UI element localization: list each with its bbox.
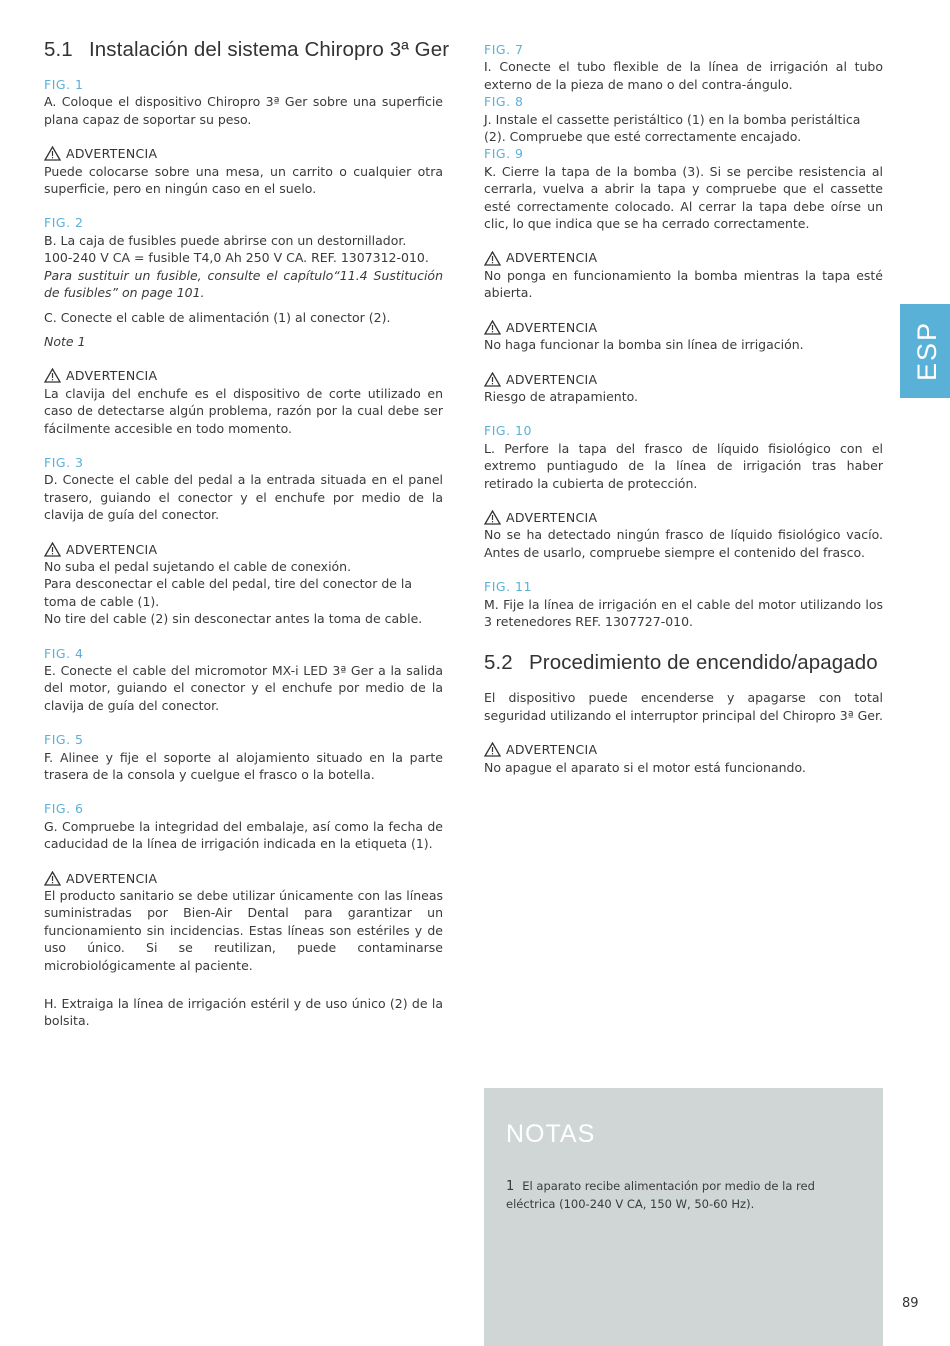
warning-heading: ADVERTENCIA <box>484 509 883 526</box>
fig-label: FIG. 11 <box>484 579 532 595</box>
warning-triangle-icon <box>44 542 61 557</box>
section-heading-5-2: 5.2 Procedimiento de encendido/apagado <box>484 651 878 675</box>
step-g: G. Compruebe la integridad del embalaje, así como la fecha de caducidad de la línea de irrigación indicada en la etiqueta (1). <box>44 818 443 852</box>
section-intro: El dispositivo puede encenderse y apagarse con total seguridad utilizando el interruptor principal del Chiropro 3ª Ger. <box>484 690 883 723</box>
warning-triangle-icon <box>484 742 501 757</box>
warning-heading: ADVERTENCIA <box>44 870 443 887</box>
warning-triangle-icon <box>484 372 501 387</box>
step-f: F. Alinee y fije el soporte al alojamiento situado en la parte trasera de la consola y cuelgue el frasco o la botella. <box>44 749 443 782</box>
warning-text: Riesgo de atrapamiento. <box>484 388 639 404</box>
fuse-reference: Para sustituir un fusible, consulte el capítulo“11.4 Sustitución de fusibles” on page 101. <box>44 267 443 301</box>
step-e: E. Conecte el cable del micromotor MX-i LED 3ª Ger a la salida del motor, guiando el conector y el enchufe por medio de la clavija de guía del conector. <box>44 662 443 713</box>
page-number: 89 <box>902 1296 919 1311</box>
warning-heading: ADVERTENCIA <box>484 741 883 758</box>
step-d: D. Conecte el cable del pedal a la entrada situada en el panel trasero, guiando el conector y el enchufe por medio de la clavija de guía del conector. <box>44 472 443 523</box>
language-tab <box>900 304 950 398</box>
warning-text: No ponga en funcionamiento la bomba mientras la tapa esté abierta. <box>484 267 883 301</box>
warning-heading: ADVERTENCIA <box>484 249 883 266</box>
note-ref: Note 1 <box>44 333 86 349</box>
fig-label: FIG. 6 <box>44 801 84 817</box>
step-l: L. Perfore la tapa del frasco de líquido fisiológico con el extremo puntiagudo de la línea de irrigación tras haber retirado la cubierta de protección. <box>484 440 883 491</box>
fig-label: FIG. 2 <box>44 215 84 231</box>
warning-heading: ADVERTENCIA <box>44 145 443 162</box>
fig-label: FIG. 10 <box>484 423 532 439</box>
section-heading-5-1: 5.1 Instalación del sistema Chiropro 3ª Ger <box>44 38 450 61</box>
warning-text: No haga funcionar la bomba sin línea de irrigación. <box>484 337 804 353</box>
warning-triangle-icon <box>44 871 61 886</box>
warning-text: La clavija del enchufe es el dispositivo de corte utilizado en caso de detectarse algún problema, razón por la cual debe ser fácilmente accesible en todo momento. <box>44 385 443 436</box>
step-i: I. Conecte el tubo flexible de la línea de irrigación al tubo externo de la pieza de mano o del contra-ángulo. <box>484 59 883 92</box>
warning-heading: ADVERTENCIA <box>44 541 443 558</box>
warning-heading: ADVERTENCIA <box>484 371 883 388</box>
step-k: K. Cierre la tapa de la bomba (3). Si se percibe resistencia al cerrarla, vuelva a abrir la tapa y compruebe que el cassette esté correctamente colocado. Al cerrar la tapa debe oírse un clic, lo que indica que se ha cerrado correctamente. <box>484 163 883 232</box>
right-column <box>484 41 883 776</box>
language-tab-label: ESP <box>912 320 942 382</box>
warning-heading: ADVERTENCIA <box>44 367 443 384</box>
step-c: C. Conecte el cable de alimentación (1) al conector (2). <box>44 310 391 326</box>
fig-label: FIG. 3 <box>44 454 84 470</box>
warning-text: Puede colocarse sobre una mesa, un carrito o cualquier otra superficie, pero en ningún caso en el suelo. <box>44 163 443 197</box>
fig-label: FIG. 8 <box>484 94 524 110</box>
fig-label: FIG. 7 <box>484 42 524 57</box>
step-j: J. Instale el cassette peristáltico (1) en la bomba peristáltica (2). Compruebe que esté correctamente encajado. <box>484 111 861 145</box>
warning-heading: ADVERTENCIA <box>484 319 883 336</box>
notes-title: NOTAS <box>506 1120 596 1148</box>
warning-triangle-icon <box>44 368 61 383</box>
notes-box <box>484 1088 883 1346</box>
step-b: B. La caja de fusibles puede abrirse con un destornillador. 100-240 V CA = fusible T4,0 Ah 250 V CA. REF. 1307312-010. <box>44 232 429 266</box>
warning-triangle-icon <box>484 251 501 266</box>
warning-text: El producto sanitario se debe utilizar únicamente con las líneas suministradas por Bien-Air Dental para garantizar un funcionamiento sin incidencias. Estas líneas son estériles y de uso único. Si se reutilizan, puede contaminarse microbiológicamente al paciente. <box>44 888 443 973</box>
warning-triangle-icon <box>44 146 61 161</box>
fig-label: FIG. 4 <box>44 645 84 661</box>
step-a: A. Coloque el dispositivo Chiropro 3ª Ger sobre una superficie plana capaz de soportar su peso. <box>44 94 443 127</box>
fig-label: FIG. 5 <box>44 732 84 748</box>
warning-text: No suba el pedal sujetando el cable de conexión. Para desconectar el cable del pedal, tire del conector de la toma de cable (1). No tire del cable (2) sin desconectar antes la toma de cable. <box>44 558 423 627</box>
warning-triangle-icon <box>484 320 501 335</box>
step-h: H. Extraiga la línea de irrigación estéril y de uso único (2) de la bolsita. <box>44 996 443 1029</box>
step-m: M. Fije la línea de irrigación en el cable del motor utilizando los 3 retenedores REF. 1307727-010. <box>484 596 883 629</box>
warning-triangle-icon <box>484 510 501 525</box>
fig-label: FIG. 1 <box>44 77 84 92</box>
left-column <box>44 38 450 1030</box>
fig-label: FIG. 9 <box>484 146 524 162</box>
warning-text: No se ha detectado ningún frasco de líquido fisiológico vacío. Antes de usarlo, compruebe siempre el contenido del frasco. <box>484 527 883 560</box>
warning-text: No apague el aparato si el motor está funcionando. <box>484 759 806 775</box>
note-item: 1 El aparato recibe alimentación por medio de la red eléctrica (100-240 V CA, 150 W, 50-60 Hz). <box>506 1179 815 1211</box>
